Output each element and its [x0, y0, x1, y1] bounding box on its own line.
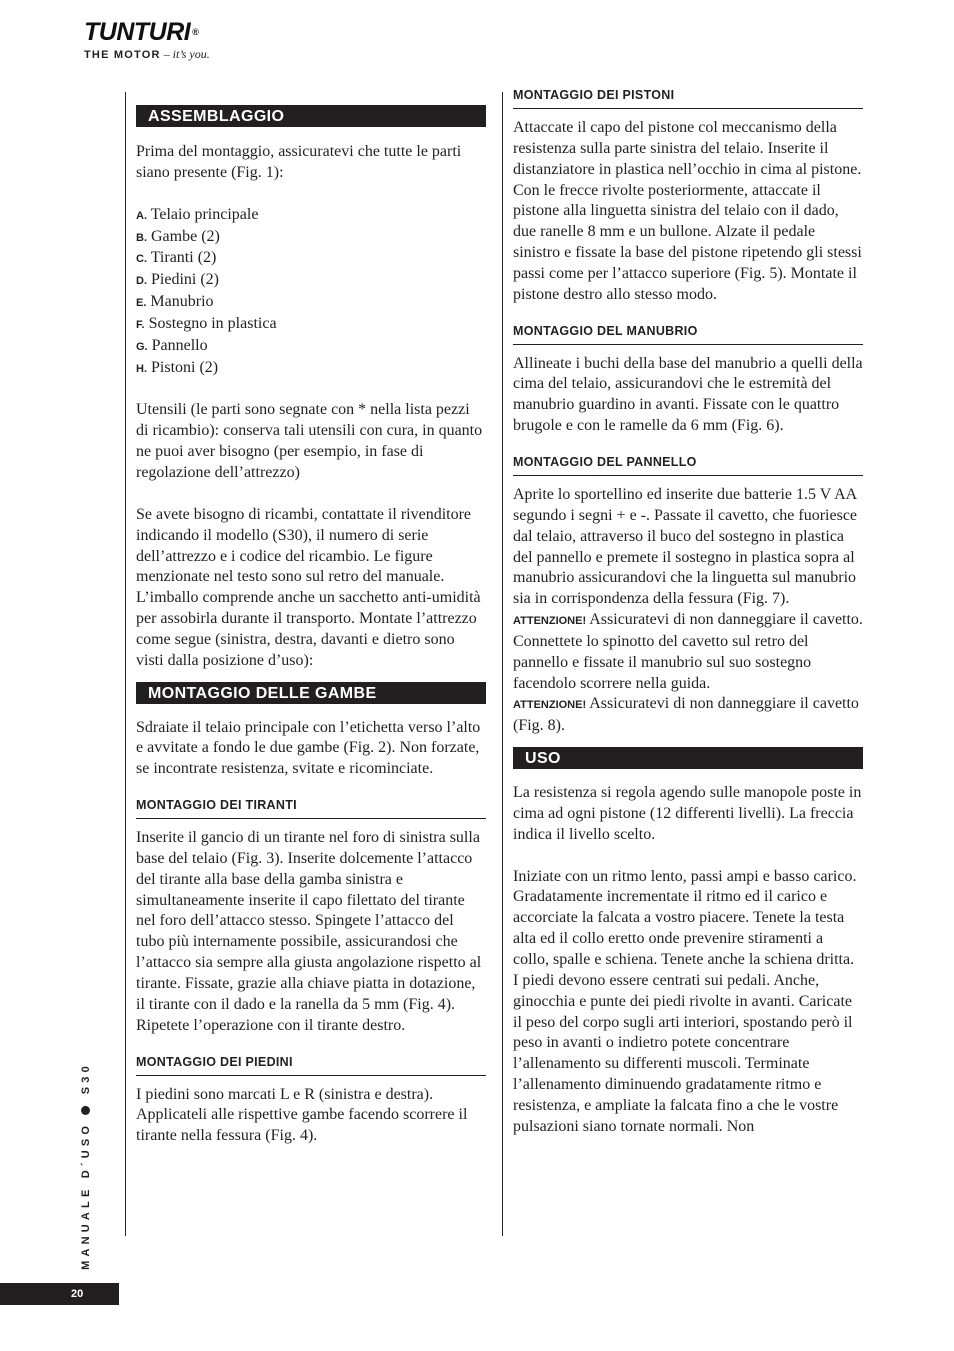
- subheading-pistoni: MONTAGGIO DEI PISTONI: [513, 88, 863, 109]
- left-column: [136, 105, 486, 1147]
- list-item-letter: B.: [136, 231, 147, 244]
- list-item: [136, 314, 486, 336]
- list-item-letter: H.: [136, 362, 147, 375]
- list-item: [136, 358, 486, 380]
- paragraph-uso-1: La resistenza si regola agendo sulle manopole poste in cima ad ogni pistone (12 differenti livelli). La freccia indica il livello scelto.: [513, 784, 862, 843]
- list-item: [136, 227, 486, 249]
- list-item-letter: E.: [136, 297, 147, 310]
- subheading-pannello: MONTAGGIO DEL PANNELLO: [513, 455, 863, 476]
- section-header-uso: USO: [513, 747, 863, 769]
- list-item-letter: F.: [136, 318, 145, 331]
- paragraph-uso-2: Iniziate con un ritmo lento, passi ampi e basso carico. Gradatamente incrementate il ritmo ed il carico e accorciate la falcata a vostro piacere. Tenete la testa alta ed il collo eretto onde prevenire stiramenti a collo, spalle e schiena. Tenete anche la schiena dritta. I piedi devono essere centrati sui pedali. Anche, ginocchia e punte dei piedi rivolte in avanti. Caricate il peso del corpo sugli arti interiori, spostando però il peso in avanti o indietro potete concentrare l’allenamento su differenti muscoli. Terminate l’allenamento diminuendo gradatamente ritmo e resistenza, e ampliate la falcata fino a che le vostre pulsazioni siano tornate normali. Non: [513, 867, 857, 1135]
- section-header-gambe: MONTAGGIO DELLE GAMBE: [136, 682, 486, 704]
- warning-text: Assicuratevi di non danneggiare il cavetto. Connettete lo spinotto del cavetto sul retro del pannello e fissate il manubrio sul suo sostegno facendolo scorrere nella guida.: [513, 611, 863, 692]
- paragraph-piedini: I piedini sono marcati L e R (sinistra e destra). Applicateli alle rispettive gambe facendo scorrere il tirante nella fessura (Fig. 4).: [136, 1085, 468, 1145]
- paragraph-warning-1: [513, 610, 863, 694]
- list-item-letter: D.: [136, 275, 147, 288]
- paragraph-manubrio: Allineate i buchi della base del manubrio a quelli della cima del telaio, assicurandovi che le estremità del manubrio guardino in avanti. Fissate con le quattro brugole e con le ramelle da 6 mm (Fig. 6).: [513, 354, 863, 435]
- center-column-rule: [502, 92, 503, 1236]
- bullet-dot-icon: [81, 1106, 90, 1115]
- page-number: 20: [71, 1288, 84, 1300]
- warning-label: ATTENZIONE!: [513, 615, 587, 628]
- left-column-rule: [125, 92, 126, 1236]
- list-item: [136, 336, 486, 358]
- page-number-box: [0, 1283, 119, 1305]
- brand-wordmark: [84, 18, 284, 46]
- tagline-part-a: THE MOTOR: [84, 49, 161, 61]
- side-manual-label: [76, 1058, 96, 1274]
- paragraph-spare-parts: Se avete bisogno di ricambi, contattate il rivenditore indicando il modello (S30), il numero di serie dell’attrezzo e i codice del ricambio. Le figure menzionate nel testo sono sul retro del manuale. L’imballo comprende anche un sacchetto anti-umidità per assobirla durante il transporto. Montate l’attrezzo come segue (sinistra, destra, davanti e dietro sono visti dalla posizione d’uso):: [136, 505, 481, 669]
- subheading-piedini: MONTAGGIO DEI PIEDINI: [136, 1055, 486, 1076]
- paragraph-pistoni: Attaccate il capo del pistone col meccanismo della resistenza sulla parte sinistra del telaio. Inserite il distanziatore in plastica nell’occhio in cima al pistone. Con le frecce rivolte posteriormente, attaccate il pistone alla linguetta sinistra del telaio con il dado, due ranelle 8 mm e un bullone. Alzate il pedale sinistro e fissate la base del pistone ripetendo gli stessi passi come per l’attacco superiore (Fig. 5). Montate il pistone destro allo stesso modo.: [513, 119, 862, 303]
- paragraph-intro: Prima del montaggio, assicuratevi che tutte le parti siano presente (Fig. 1):: [136, 143, 462, 181]
- list-item-text: Piedini (2): [151, 271, 219, 289]
- list-item-letter: G.: [136, 340, 148, 353]
- list-item-letter: A.: [136, 209, 147, 222]
- list-item-text: Sostegno in plastica: [148, 314, 277, 332]
- paragraph-gambe: Sdraiate il telaio principale con l’etichetta verso l’alto e avvitate a fondo le due gambe (Fig. 2). Non forzate, se incontrate resistenza, svitate e ricominciate.: [136, 718, 481, 778]
- brand-tagline: [84, 47, 284, 62]
- paragraph-tiranti: Inserite il gancio di un tirante nel foro di sinistra sulla base del telaio (Fig. 3). Inserite dolcemente l’attacco del tirante alla base della gamba sinistra e simultaneamente inserite il capo filettato del tirante nel foro dell’attacco stesso. Spingete l’attacco del tubo più internamente possibile, assicurandosi che l’attacco sia sempre alla giusta angolazione rispetto al tirante. Fissate, grazie alla chiave piatta in dotazione, il tirante con il dado e la ranella da 5 mm (Fig. 4). Ripetete l’operazione con il tirante destro.: [136, 829, 482, 1034]
- registered-mark: ®: [192, 27, 199, 37]
- list-item-text: Manubrio: [150, 293, 214, 311]
- paragraph-warning-2: [513, 694, 863, 737]
- parts-list: [136, 205, 486, 380]
- list-item-text: Pistoni (2): [151, 358, 219, 376]
- side-label-text: [80, 1062, 92, 1270]
- list-item: [136, 292, 486, 314]
- list-item-text: Telaio principale: [150, 205, 259, 223]
- paragraph-tools: Utensili (le parti sono segnate con * nella lista pezzi di ricambio): conserva tali utensili con cura, in quanto ne puoi aver bisogno (per esempio, in fase di regolazione dell’attrezzo): [136, 401, 483, 481]
- list-item-text: Pannello: [151, 336, 208, 354]
- tagline-part-b: – it’s you.: [160, 47, 210, 61]
- brand-name: TUNTURI: [84, 18, 191, 46]
- list-item: [136, 205, 486, 227]
- paragraph-pannello: Aprite lo sportellino ed inserite due batterie 1.5 V AA segundo i segni + e -. Passate il cavetto, che fuoriesce dal telaio, attraverso il buco del sostegno in plastica del pannello e premete il sostegno in plastica sopra al manubrio assicurandovi che la linguetta sul manubrio sia in corrispondenza della fessura (Fig. 7).: [513, 485, 858, 608]
- warning-text: Assicuratevi di non danneggiare il cavetto (Fig. 8).: [513, 695, 859, 735]
- subheading-tiranti: MONTAGGIO DEI TIRANTI: [136, 798, 486, 819]
- list-item: [136, 248, 486, 270]
- list-item-text: Tiranti (2): [150, 249, 217, 267]
- list-item-letter: C.: [136, 253, 147, 266]
- right-column: [513, 88, 863, 1138]
- list-item: [136, 270, 486, 292]
- side-label-model: S30: [80, 1062, 92, 1095]
- section-header-assemblaggio: ASSEMBLAGGIO: [136, 105, 486, 127]
- side-label-manual: MANUALE D´USO: [80, 1121, 92, 1270]
- warning-label: ATTENZIONE!: [513, 699, 587, 712]
- tunturi-logo: [84, 18, 284, 62]
- list-item-text: Gambe (2): [151, 227, 220, 245]
- subheading-manubrio: MONTAGGIO DEL MANUBRIO: [513, 324, 863, 345]
